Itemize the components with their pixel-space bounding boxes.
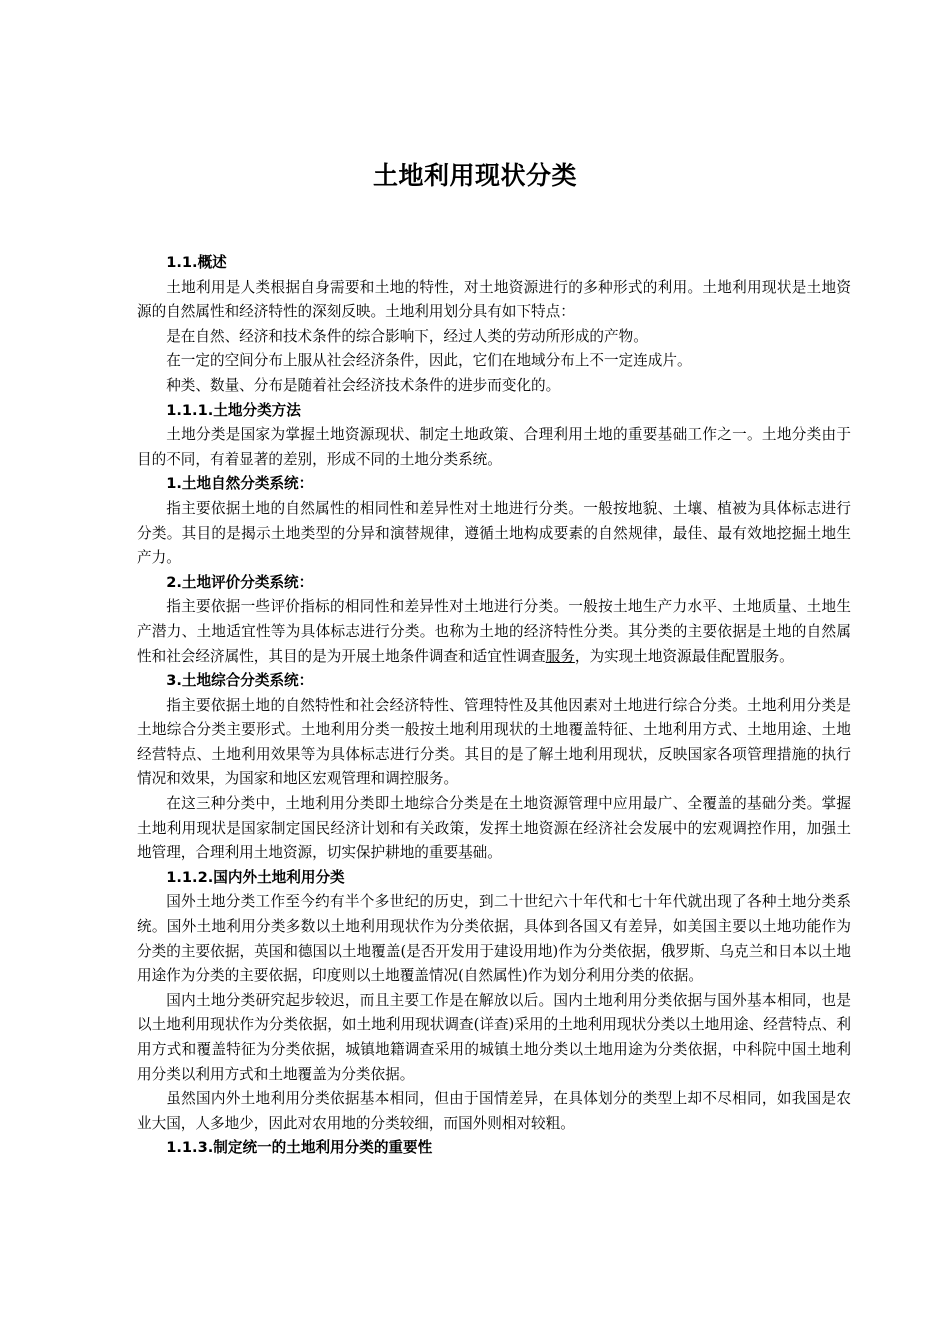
section-heading: 3.土地综合分类系统：	[166, 672, 314, 690]
inline-link[interactable]: 服务	[545, 647, 575, 665]
section-heading: 1.1.1.土地分类方法	[166, 401, 301, 419]
paragraph-text: 土地分类是国家为掌握土地资源现状、制定土地政策、合理利用土地的重要基础工作之一。土地分类由于目的不同，有着显著的差别，形成不同的土地分类系统。	[137, 426, 851, 468]
paragraph-text: 指主要依据土地的自然属性的相同性和差异性对土地进行分类。一般按地貌、土壤、植被为具体标志进行分类。其目的是揭示土地类型的分异和演替规律，遵循土地构成要素的自然规律，最佳、最有效地挖掘土地生产力。	[137, 499, 851, 567]
paragraph	[137, 792, 851, 866]
paragraph-text: 指主要依据一些评价指标的相同性和差异性对土地进行分类。一般按土地生产力水平、土地质量、土地生产潜力、土地适宜性等为具体标志进行分类。也称为土地的经济特性分类。其分类的主要依据是土地的自然属性和社会经济属性，其目的是为开展土地条件调查和适宜性调查	[137, 598, 851, 665]
paragraph-text: 虽然国内外土地利用分类依据基本相同，但由于国情差异，在具体划分的类型上却不尽相同，如我国是农业大国，人多地少，因此对农用地的分类较细，而国外则相对较粗。	[137, 1090, 851, 1132]
paragraph	[137, 1087, 851, 1136]
paragraph	[137, 497, 851, 571]
paragraph	[137, 374, 851, 399]
section-heading: 1.1.概述	[166, 254, 227, 271]
paragraph	[137, 989, 851, 1087]
paragraph-text: ，为实现土地资源最佳配置服务。	[574, 647, 794, 665]
section-heading: 2.土地评价分类系统：	[166, 573, 314, 591]
paragraph-text: 土地利用是人类根据自身需要和土地的特性，对土地资源进行的多种形式的利用。土地利用现状是土地资源的自然属性和经济特性的深刻反映。土地利用划分具有如下特点：	[137, 278, 851, 321]
section-heading: 1.1.3.制定统一的土地利用分类的重要性	[166, 1139, 433, 1157]
paragraph	[137, 890, 851, 988]
paragraph-text: 种类、数量、分布是随着社会经济技术条件的进步而变化的。	[166, 376, 561, 394]
paragraph-text: 在一定的空间分布上服从社会经济条件，因此，它们在地域分布上不一定连成片。	[166, 352, 692, 370]
paragraph	[137, 349, 851, 374]
paragraph	[137, 423, 851, 472]
paragraph-text: 是在自然、经济和技术条件的综合影响下，经过人类的劳动所形成的产物。	[166, 327, 648, 345]
paragraph-text: 国内土地分类研究起步较迟，而且主要工作是在解放以后。国内土地利用分类依据与国外基本相同，也是以土地利用现状作为分类依据，如土地利用现状调查(详查)采用的土地利用现状分类以土地用途、经营特点、利用方式和覆盖特征为分类依据，城镇地籍调查采用的城镇土地分类以土地用途为分类依据，中科院中国土地利用分类以利用方式和土地覆盖为分类依据。	[137, 991, 851, 1083]
document-title: 土地利用现状分类	[372, 161, 577, 190]
section-heading: 1.土地自然分类系统：	[166, 475, 314, 493]
paragraph	[137, 276, 851, 325]
paragraph	[137, 694, 851, 792]
paragraph	[137, 595, 851, 669]
paragraph	[137, 325, 851, 350]
paragraph-text: 指主要依据土地的自然特性和社会经济特性、管理特性及其他因素对土地进行综合分类。土地利用分类是土地综合分类主要形式。土地利用分类一般按土地利用现状的土地覆盖特征、土地利用方式、土地用途、土地经营特点、土地利用效果等为具体标志进行分类。其目的是了解土地利用现状，反映国家各项管理措施的执行情况和效果，为国家和地区宏观管理和调控服务。	[137, 696, 851, 788]
paragraph-text: 在这三种分类中，土地利用分类即土地综合分类是在土地资源管理中应用最广、全覆盖的基础分类。掌握土地利用现状是国家制定国民经济计划和有关政策，发挥土地资源在经济社会发展中的宏观调控作用，加强土地管理，合理利用土地资源，切实保护耕地的重要基础。	[137, 795, 851, 862]
document-body	[137, 251, 851, 1161]
paragraph-text: 国外土地分类工作至今约有半个多世纪的历史，到二十世纪六十年代和七十年代就出现了各种土地分类系统。国外土地利用分类多数以土地利用现状作为分类依据，具体到各国又有差异，如美国主要以土地功能作为分类的主要依据，英国和德国以土地覆盖(是否开发用于建设用地)作为分类依据，俄罗斯、乌克兰和日本以土地用途作为分类的主要依据，印度则以土地覆盖情况(自然属性)作为划分利用分类的依据。	[137, 893, 851, 985]
section-heading: 1.1.2.国内外土地利用分类	[166, 868, 345, 886]
